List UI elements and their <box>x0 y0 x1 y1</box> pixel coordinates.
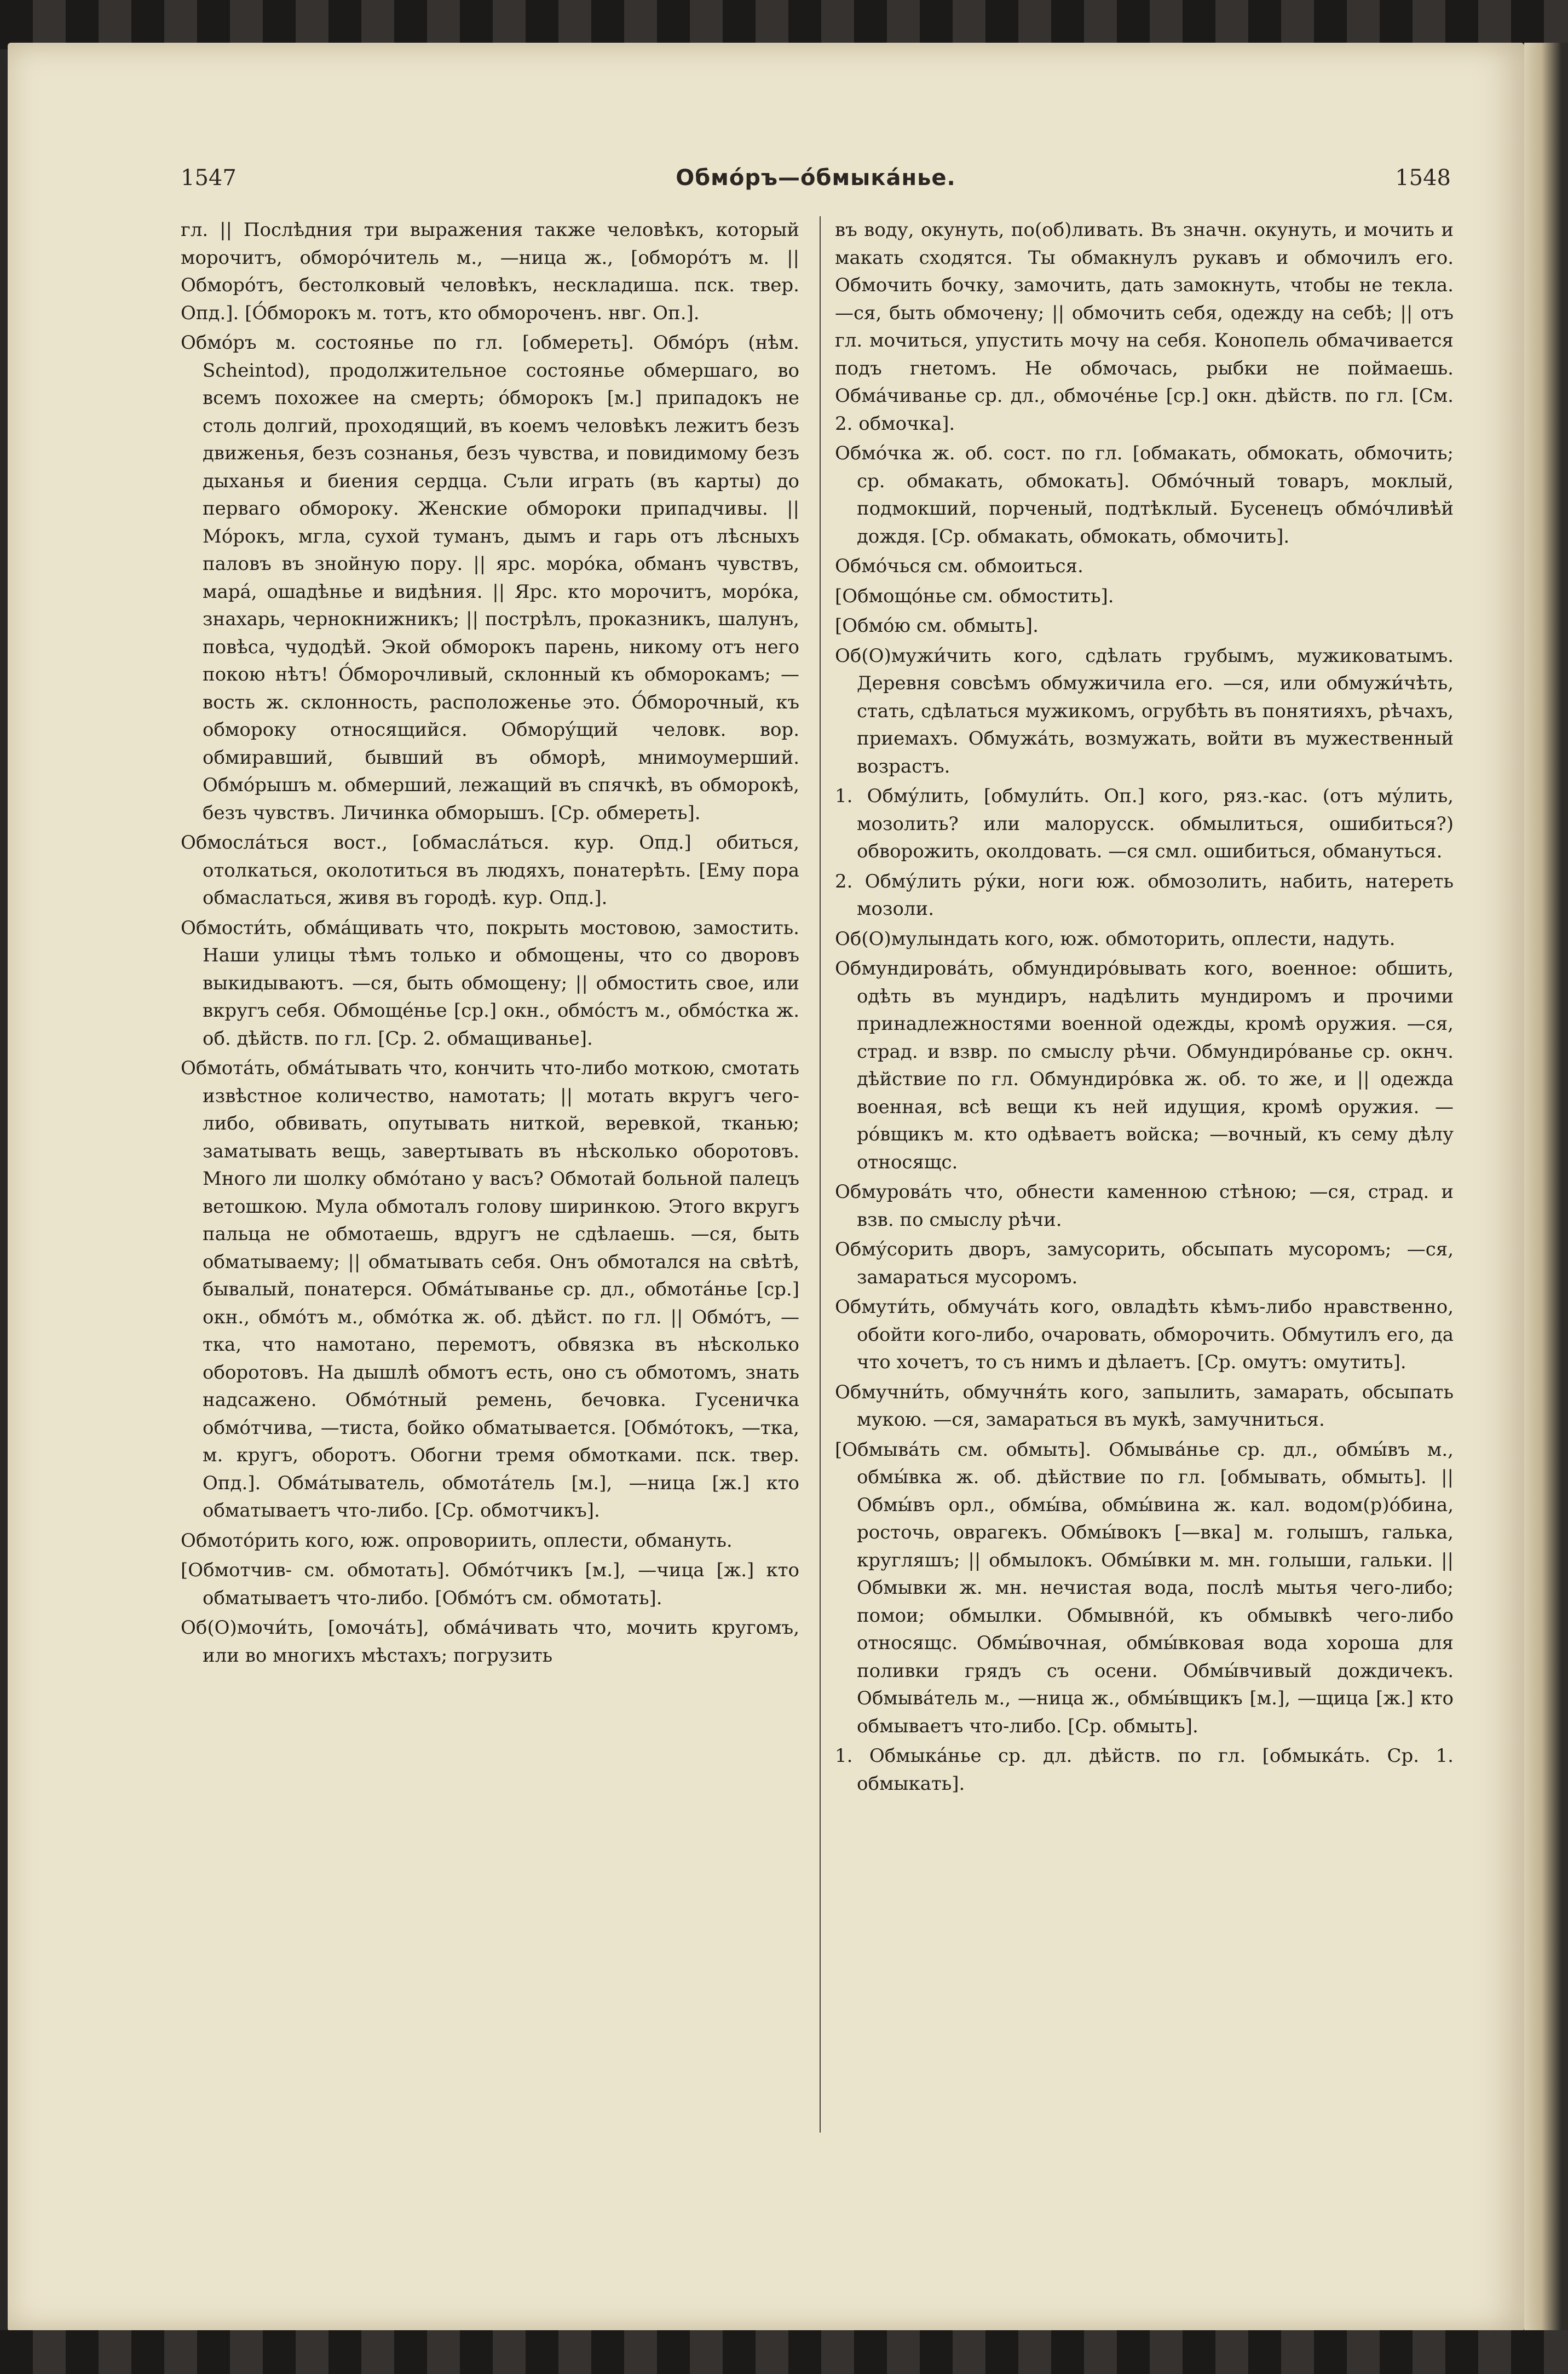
dictionary-entry: въ воду, окунуть, по(об)ливать. Въ значн. окунуть, и мочить и макать сходятся. Ты обмакнулъ рукавъ и обмочилъ его. Обмочить бочку, замочить, дать замокнуть, чтобы не текла. —ся, быть обмочену; || обмочить себя, одежду на себѣ; || отъ гл. мочиться, упустить мочу на себя. Конопель обмачивается подъ гнетомъ. Не обмочась, рыбки не поймаешь. Обма́чиванье ср. дл., обмоче́нье [ср.] окн. дѣйств. по гл. [См. 2. обмочка]. <box>835 219 1454 435</box>
dictionary-entry: Обмота́ть, обма́тывать что, кончить что-либо моткою, смотать извѣстное количество, намотать; || мотать вкругъ чего-либо, обвивать, опутывать ниткой, веревкой, тканью; заматывать вещь, завертывать въ нѣсколько оборотовъ. Много ли шолку обмо́тано у васъ? Обмотай больной палецъ ветошкою. Мула обмоталъ голову ширинкою. Этого вкругъ пальца не обмотаешь, вдругъ не сдѣлаешь. —ся, быть обматываему; || обматывать себя. Онъ обмотался на свѣтѣ, бывалый, понатерся. Обма́тыванье ср. дл., обмота́нье [ср.] окн., обмо́тъ м., обмо́тка ж. об. дѣйст. по гл. || Обмо́тъ, —тка, что намотано, перемотъ, обвязка въ нѣсколько оборотовъ. На дышлѣ обмотъ есть, оно съ обмотомъ, знать надсажено. Обмо́тный ремень, бечовка. Гусеничка обмо́тчива, —тиста, бойко обматывается. [Обмо́токъ, —тка, м. кругъ, оборотъ. Обогни тремя обмотками. пск. твер. Опд.]. Обма́тыватель, обмота́тель [м.], —ница [ж.] кто обматываетъ что-либо. [Ср. обмотчикъ]. <box>181 1057 799 1522</box>
dictionary-entry: Об(О)мужи́чить кого, сдѣлать грубымъ, мужиковатымъ. Деревня совсѣмъ обмужичила его. —ся, или обмужи́чѣть, стать, сдѣлаться мужикомъ, огрубѣть въ понятияхъ, рѣчахъ, приемахъ. Обмужа́ть, возмужать, войти въ мужественный возрастъ. <box>835 644 1454 777</box>
dictionary-entry: Обмундирова́ть, обмундиро́вывать кого, военное: обшить, одѣть въ мундиръ, надѣлить мундиромъ и прочими принадлежностями военной одежды, кромѣ оружия. —ся, страд. и взвр. по смыслу рѣчи. Обмундиро́ванье ср. окнч. дѣйствие по гл. Обмундиро́вка ж. об. то же, и || одежда военная, всѣ вещи къ ней идущия, кромѣ оружия. —ро́вщикъ м. кто одѣваетъ войска; —вочный, къ сему дѣлу относящс. <box>835 958 1454 1173</box>
column-divider <box>820 216 821 2133</box>
running-title: Обмо́ръ—о́бмыка́нье. <box>676 165 956 191</box>
right-page-number: 1548 <box>1395 165 1451 191</box>
dictionary-entry: [Обмо́ю см. обмыть]. <box>835 615 1039 637</box>
dictionary-entry: [Обмыва́ть см. обмыть]. Обмыва́нье ср. дл., обмы́въ м., обмы́вка ж. об. дѣйствие по гл. [обмывать, обмыть]. || Обмы́въ орл., обмы́ва, обмы́вина ж. кал. водом(р)о́бина, росточь, оврагекъ. Обмы́вокъ [—вка] м. голышъ, галька, кругляшъ; || обмылокъ. Обмы́вки м. мн. голыши, гальки. || Обмывки ж. мн. нечистая вода, послѣ мытья чего-либо; помои; обмылки. Обмывно́й, къ обмывкѣ чего-либо относящс. Обмы́вочная, обмы́вковая вода хороша для поливки грядъ съ осени. Обмы́вчивый дождичекъ. Обмыва́тель м., —ница ж., обмы́вщикъ [м.], —щица [ж.] кто обмываетъ что-либо. [Ср. обмыть]. <box>835 1438 1454 1737</box>
dictionary-entry: Обмурова́ть что, обнести каменною стѣною; —ся, страд. и взв. по смыслу рѣчи. <box>835 1181 1454 1231</box>
dictionary-entry: Обмо́чься см. обмоиться. <box>835 555 1083 577</box>
scan-background-top <box>0 0 1568 49</box>
dictionary-entry: Обмости́ть, обма́щивать что, покрыть мостовою, замостить. Наши улицы тѣмъ только и обмощены, что со дворовъ выкидываютъ. —ся, быть обмощену; || обмостить свое, или вкругъ себя. Обмоще́нье [ср.] окн., обмо́стъ м., обмо́стка ж. об. дѣйств. по гл. [Ср. 2. обмащиванье]. <box>181 917 799 1050</box>
dictionary-entry: [Обмотчив- см. обмотать]. Обмо́тчикъ [м.], —чица [ж.] кто обматываетъ что-либо. [Обмо́тъ см. обмотать]. <box>181 1559 799 1609</box>
dictionary-entry: Обмото́рить кого, юж. опровориить, оплести, обмануть. <box>181 1529 733 1552</box>
scan-background-bottom <box>0 2330 1568 2374</box>
right-column <box>835 216 1454 1800</box>
dictionary-entry: Обму́сорить дворъ, замусорить, обсыпать мусоромъ; —ся, замараться мусоромъ. <box>835 1238 1454 1288</box>
dictionary-entry: Об(О)мулындать кого, юж. обмоторить, оплести, надуть. <box>835 927 1396 950</box>
dictionary-entry: 1. Обму́лить, [обмули́ть. Оп.] кого, ряз.-кас. (отъ му́лить, мозолить? или малорусск. обмылиться, ошибиться?) обворожить, околдовать. —ся смл. ошибиться, обмануться. <box>835 785 1454 862</box>
dictionary-entry: Обмо́чка ж. об. сост. по гл. [обмакать, обмокать, обмочить; ср. обмакать, обмокать]. Обмо́чный товаръ, моклый, подмокший, порченый, подтѣклый. Бусенецъ обмо́чливѣй дождя. [Ср. обмакать, обмокать, обмочить]. <box>835 442 1454 548</box>
dictionary-entry: 2. Обму́лить ру́ки, ноги юж. обмозолить, набить, натереть мозоли. <box>835 870 1454 920</box>
dictionary-entry: [Обмощо́нье см. обмостить]. <box>835 585 1114 607</box>
left-page-number: 1547 <box>181 165 237 191</box>
left-column <box>181 216 799 1672</box>
dictionary-entry: Обмосла́ться вост., [обмасла́ться. кур. Опд.] обиться, отолкаться, околотиться въ людяхъ, понатерѣть. [Ему пора обмаслаться, живя въ городѣ. кур. Опд.]. <box>181 832 799 909</box>
dictionary-entry: гл. || Послѣдния три выражения также человѣкъ, который морочитъ, обморо́читель м., —ница ж., [обморо́тъ м. || Обморо́тъ, бестолковый человѣкъ, нескладиша. пск. твер. Опд.]. [О́бморокъ м. тотъ, кто обмороченъ. нвг. Оп.]. <box>181 219 799 324</box>
page-edge-strip <box>1524 43 1568 2331</box>
dictionary-entry: Об(О)мочи́ть, [омоча́ть], обма́чивать что, мочить кругомъ, или во многихъ мѣстахъ; погрузить <box>181 1617 799 1667</box>
dictionary-entry: 1. Обмыка́нье ср. дл. дѣйств. по гл. [обмыка́ть. Ср. 1. обмыкать]. <box>835 1745 1454 1795</box>
dictionary-entry: Обмути́ть, обмуча́ть кого, овладѣть кѣмъ-либо нравственно, обойти кого-либо, очаровать, обморочить. Обмутилъ его, да что хочетъ, то съ нимъ и дѣлаетъ. [Ср. омутъ: омутить]. <box>835 1296 1454 1373</box>
page-header <box>181 165 1451 198</box>
dictionary-entry: Обмучни́ть, обмучня́ть кого, запылить, замарать, обсыпать мукою. —ся, замараться въ мукѣ, замучниться. <box>835 1381 1454 1431</box>
dictionary-entry: Обмо́ръ м. состоянье по гл. [обмереть]. Обмо́ръ (нѣм. Scheintod), продолжительное состоянье обмершаго, во всемъ похожее на смерть; о́бморокъ [м.] припадокъ не столь долгий, проходящий, въ коемъ человѣкъ лежитъ безъ движенья, безъ сознанья, безъ чувства, и повидимому безъ дыханья и биения сердца. Съли играть (въ карты) до перваго обмороку. Женские обмороки припадчивы. || Мо́рокъ, мгла, сухой туманъ, дымъ и гарь отъ лѣсныхъ паловъ въ знойную пору. || ярс. моро́ка, обманъ чувствъ, мара́, ошадѣнье и видѣния. || Ярс. кто морочитъ, моро́ка, знахарь, чернокнижникъ; || пострѣлъ, проказникъ, шалунъ, повѣса, чудодѣй. Экой обморокъ парень, никому отъ него покою нѣтъ! О́бморочливый, склонный къ обморокамъ; —вость ж. склонность, расположенье это. О́бморочный, къ обмороку относящийся. Обмору́щий человк. вор. обмиравший, бывший въ обморѣ, мнимоумерший. Обмо́рышъ м. обмерший, лежащий въ спячкѣ, въ обморокѣ, безъ чувствъ. Личинка обморышъ. [Ср. обмереть]. <box>181 332 799 824</box>
